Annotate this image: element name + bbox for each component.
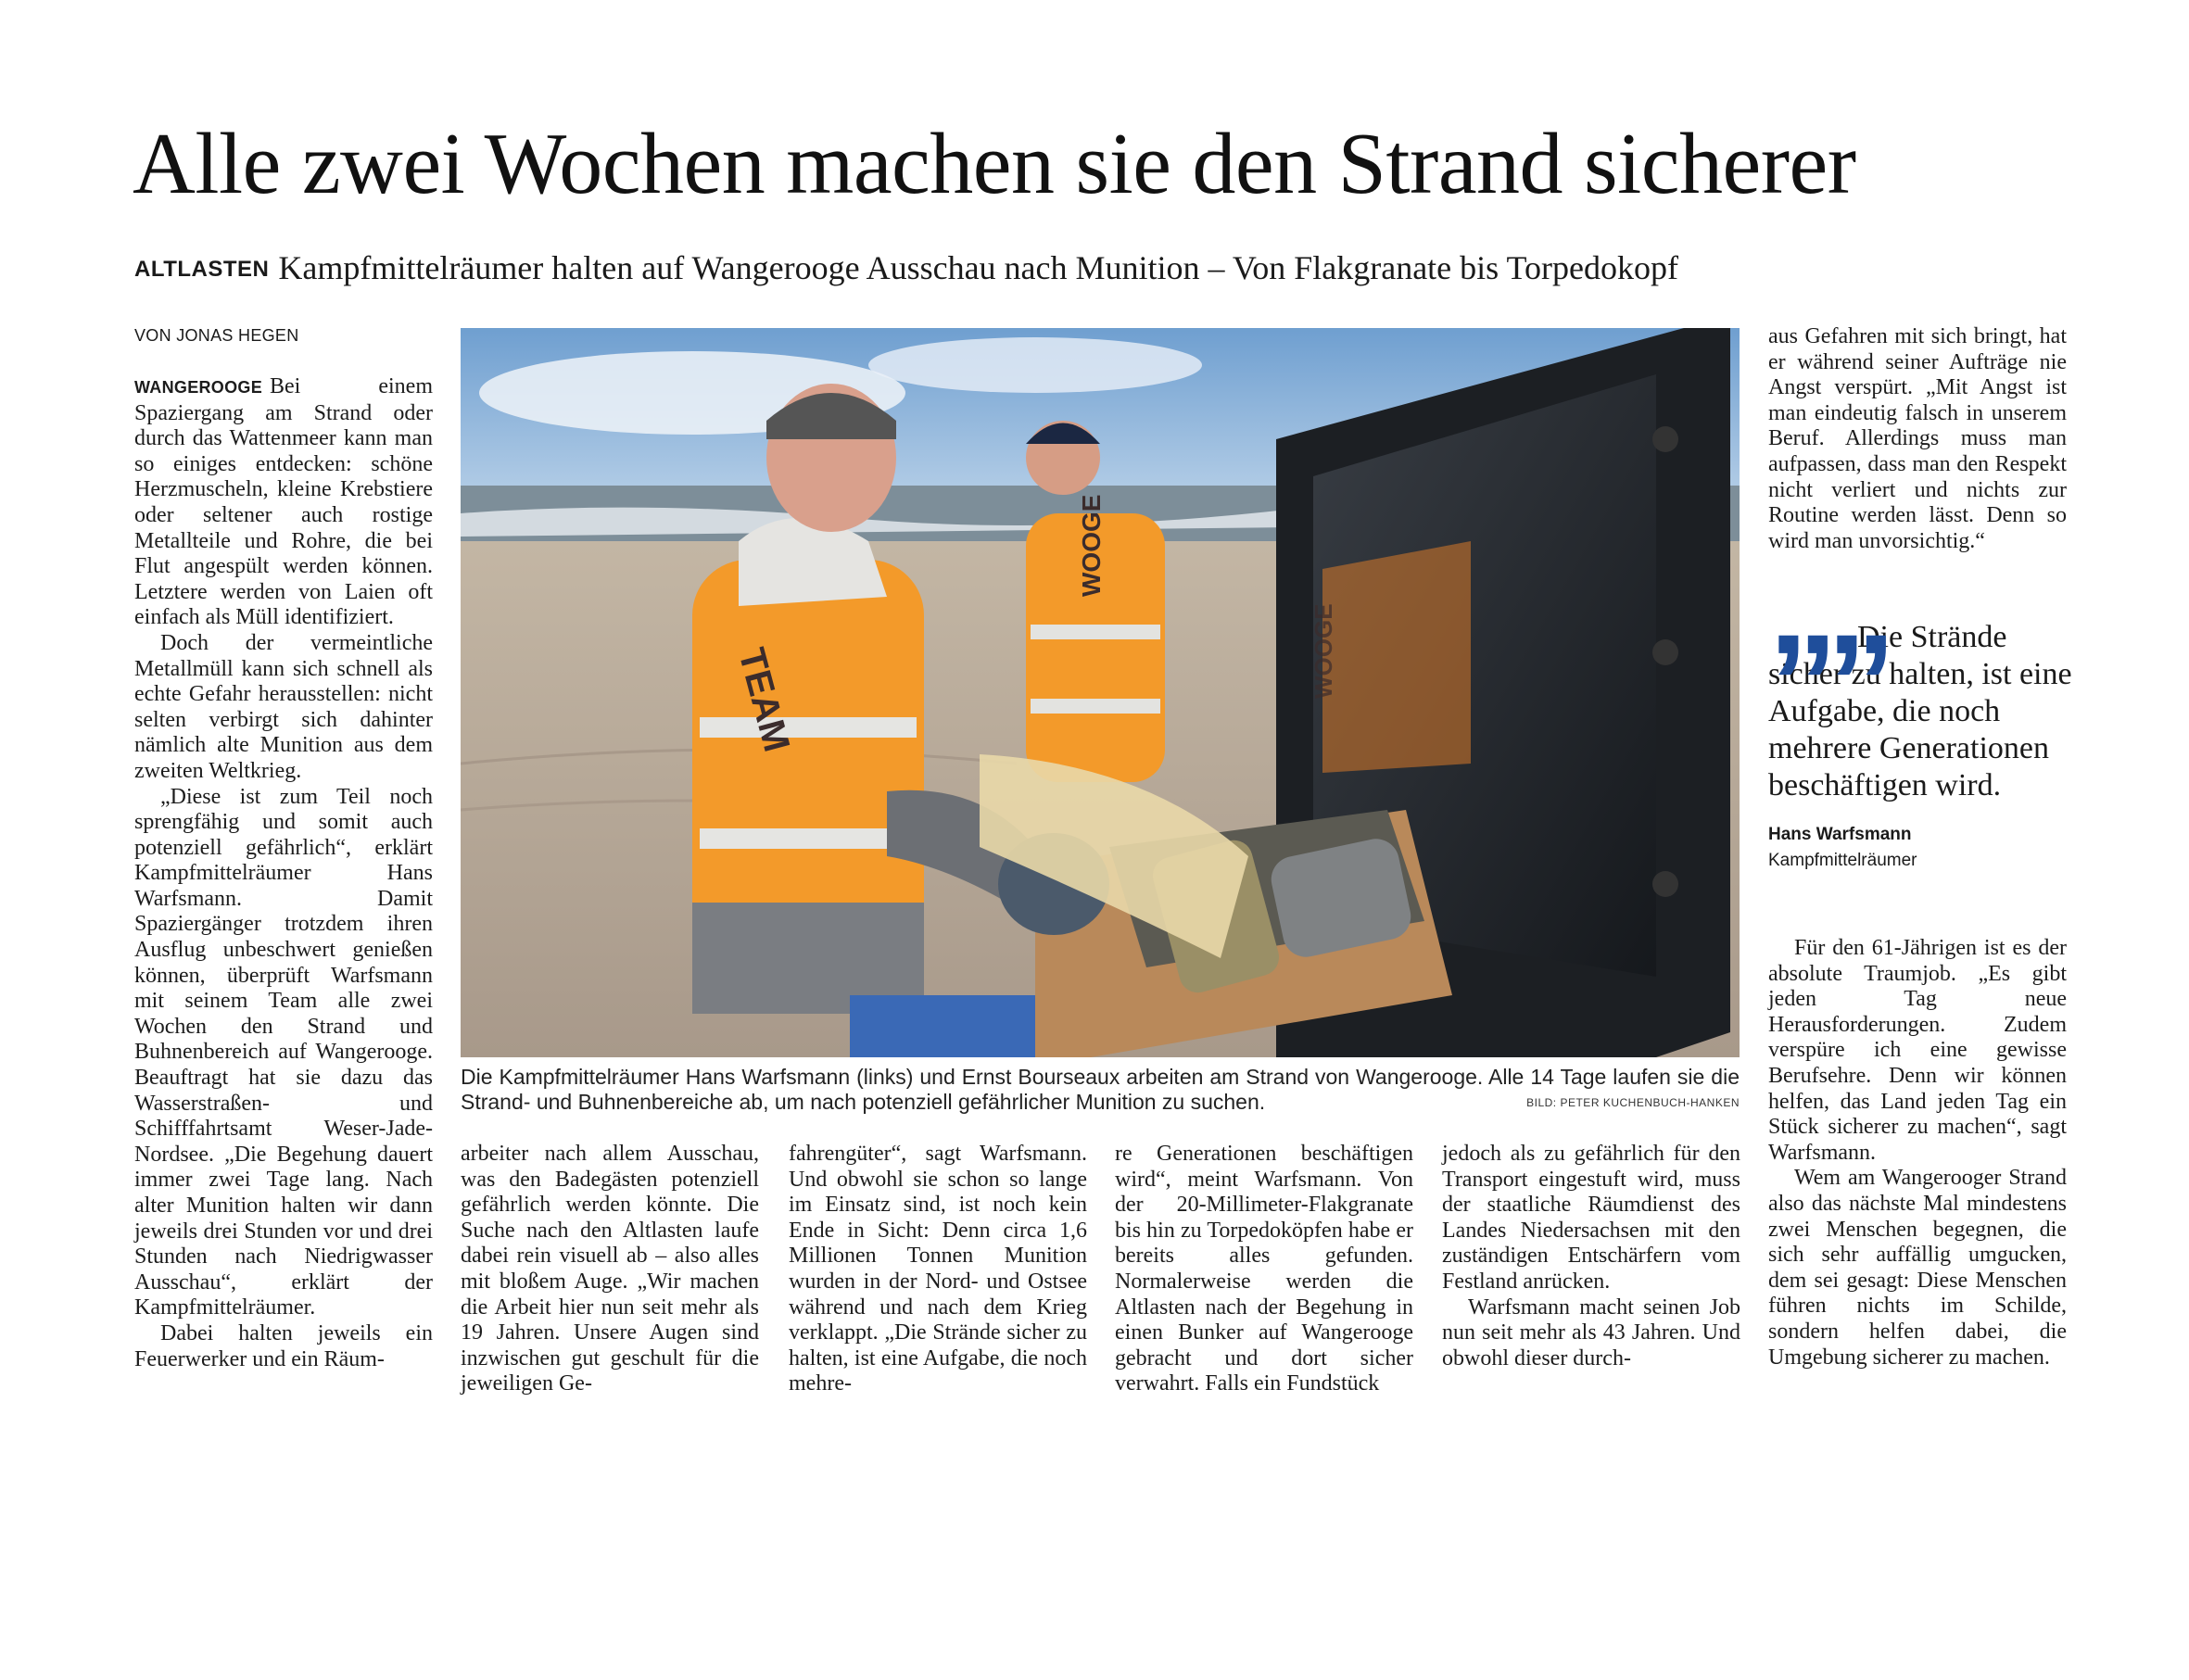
paragraph: arbeiter nach allem Ausschau, was den Badegästen potenziell gefährlich werden könnte. Die Suche nach den Altlasten laufe dabei rein visuell ab – also alles mit bloßem Auge. „Wir machen die Arbeit hier nun seit mehr als 19 Jahren. Unsere Augen sind inzwischen gut geschult für die jeweiligen Ge- (461, 1142, 759, 1396)
paragraph: aus Gefahren mit sich bringt, hat er während seiner Aufträge nie Angst verspürt. „Mit Angst ist man eindeutig falsch in unserem Beruf. Allerdings muss man aufpassen, dass man den Respekt nicht verliert und nichts zur Routine werden lässt. Denn so wird man unvorsichtig.“ (1768, 324, 2067, 553)
paragraph: re Generationen beschäftigen wird“, meint Warfsmann. Von der 20-Millimeter-Flakgranate bis hin zu Torpedoköpfen habe er bereits alles gefunden. Normalerweise werden die Altlasten nach der Begehung in einen Bunker auf Wangerooge gebracht und dort sicher verwahrt. Falls ein Fundstück (1115, 1142, 1413, 1396)
article-photo (461, 328, 1740, 1057)
byline: VON JONAS HEGEN (134, 326, 299, 345)
headline: Alle zwei Wochen machen sie den Strand sicherer (133, 116, 1856, 212)
vest-text: WOOGE (1077, 494, 1106, 597)
reflection-text: WOOGE (1310, 603, 1337, 699)
paragraph: Für den 61-Jährigen ist es der absolute Traumjob. „Es gibt jeden Tag neue Herausforderungen. Zudem verspüre ich eine gewisse Berufsehre. Denn wir können helfen, das Land jeden Tag ein Stück sicherer zu machen“, sagt Warfsmann. (1768, 936, 2067, 1165)
paragraph: „Diese ist zum Teil noch sprengfähig und somit auch potenziell gefährlich“, erklärt Kampfmittelräumer Hans Warfsmann. Damit Spaziergänger trotzdem ihren Ausflug unbeschwert genießen können, überprüft Warfsmann mit seinem Team alle zwei Wochen den Strand und Buhnenbereich auf Wangerooge. Beauftragt hat sie dazu das Wasserstraßen- und Schifffahrtsamt Weser-Jade-Nordsee. „Die Begehung dauert immer zwei Tage lang. Nach alter Munition halten wir dann jeweils drei Stunden vor und drei Stunden nach Niedrigwasser Ausschau“, erklärt der Kampfmittelräumer. (134, 784, 433, 1320)
paragraph: jedoch als zu gefährlich für den Transport eingestuft wird, muss der staatliche Räumdienst des Landes Niedersachsen mit den zuständigen Entschärfern vom Festland anrücken. (1442, 1142, 1740, 1294)
subheadline-row (134, 248, 2081, 288)
paragraph-text: Bei einem Spaziergang am Strand oder durch das Wattenmeer kann man so einiges entdecken: schöne Herzmuscheln, kleine Krebstiere oder seltener auch rostige Metallteile und Rohre, die bei Flut angespült werden können. Letztere werden von Laien oft einfach als Müll identifiziert. (134, 374, 433, 630)
vest-text: TEAM (730, 643, 798, 756)
article-column-6-top (1768, 324, 2067, 554)
article-column-1 (134, 374, 433, 1372)
kicker: ALTLASTEN (134, 257, 270, 282)
paragraph: fahrengüter“, sagt Warfsmann. Und obwohl sie schon so lange im Einsatz sind, ist noch kein Ende in Sicht: Denn circa 1,6 Millionen Tonnen Munition wurden in der Nord- und Ostsee während und nach dem Krieg verklappt. „Die Strände sicher zu halten, ist eine Aufgabe, die noch mehre- (789, 1142, 1087, 1396)
article-column-5 (1442, 1142, 1740, 1371)
pull-quote-body: Die Strände sicher zu halten, ist eine Aufgabe, die noch mehrere Generationen beschäftigen wird. (1768, 620, 2072, 802)
article-column-2 (461, 1142, 759, 1397)
quote-author: Hans Warfsmann (1768, 825, 1912, 844)
paragraph: Dabei halten jeweils ein Feuerwerker und ein Räum- (134, 1320, 433, 1371)
article-column-3 (789, 1142, 1087, 1397)
article-column-4 (1115, 1142, 1413, 1397)
paragraph: Wem am Wangerooger Strand also das nächste Mal mindestens zwei Menschen begegnen, die sich sehr auffällig umgucken, dem sei gesagt: Diese Menschen führen nichts im Schilde, sondern helfen dabei, die Umgebung sicherer zu machen. (1768, 1166, 2067, 1370)
quote-mark-icon: ”” (1768, 605, 1885, 761)
article-column-6-bottom (1768, 936, 2067, 1371)
paragraph (134, 374, 433, 631)
beach-scene-illustration (461, 328, 1740, 1057)
paragraph: Doch der vermeintliche Metallmüll kann sich schnell als echte Gefahr herausstellen: nicht selten verbirgt sich dahinter nämlich alte Munition aus dem zweiten Weltkrieg. (134, 630, 433, 783)
paragraph: Warfsmann macht seinen Job nun seit mehr als 43 Jahren. Und obwohl dieser durch- (1442, 1295, 1740, 1371)
photo-caption: Die Kampfmittelräumer Hans Warfsmann (links) und Ernst Bourseaux arbeiten am Strand von Wangerooge. Alle 14 Tage laufen sie die Strand- und Buhnenbereiche ab, um nach potenziell gefährlicher Munition zu suchen. (461, 1065, 1740, 1114)
dateline: WANGEROOGE (134, 378, 263, 397)
quote-author-role: Kampfmittelräumer (1768, 851, 1917, 870)
subheadline: Kampfmittelräumer halten auf Wangerooge Ausschau nach Munition – Von Flakgranate bis Torpedokopf (278, 249, 1678, 286)
pull-quote (1768, 605, 2074, 871)
photo-credit: BILD: PETER KUCHENBUCH-HANKEN (1526, 1096, 1740, 1109)
